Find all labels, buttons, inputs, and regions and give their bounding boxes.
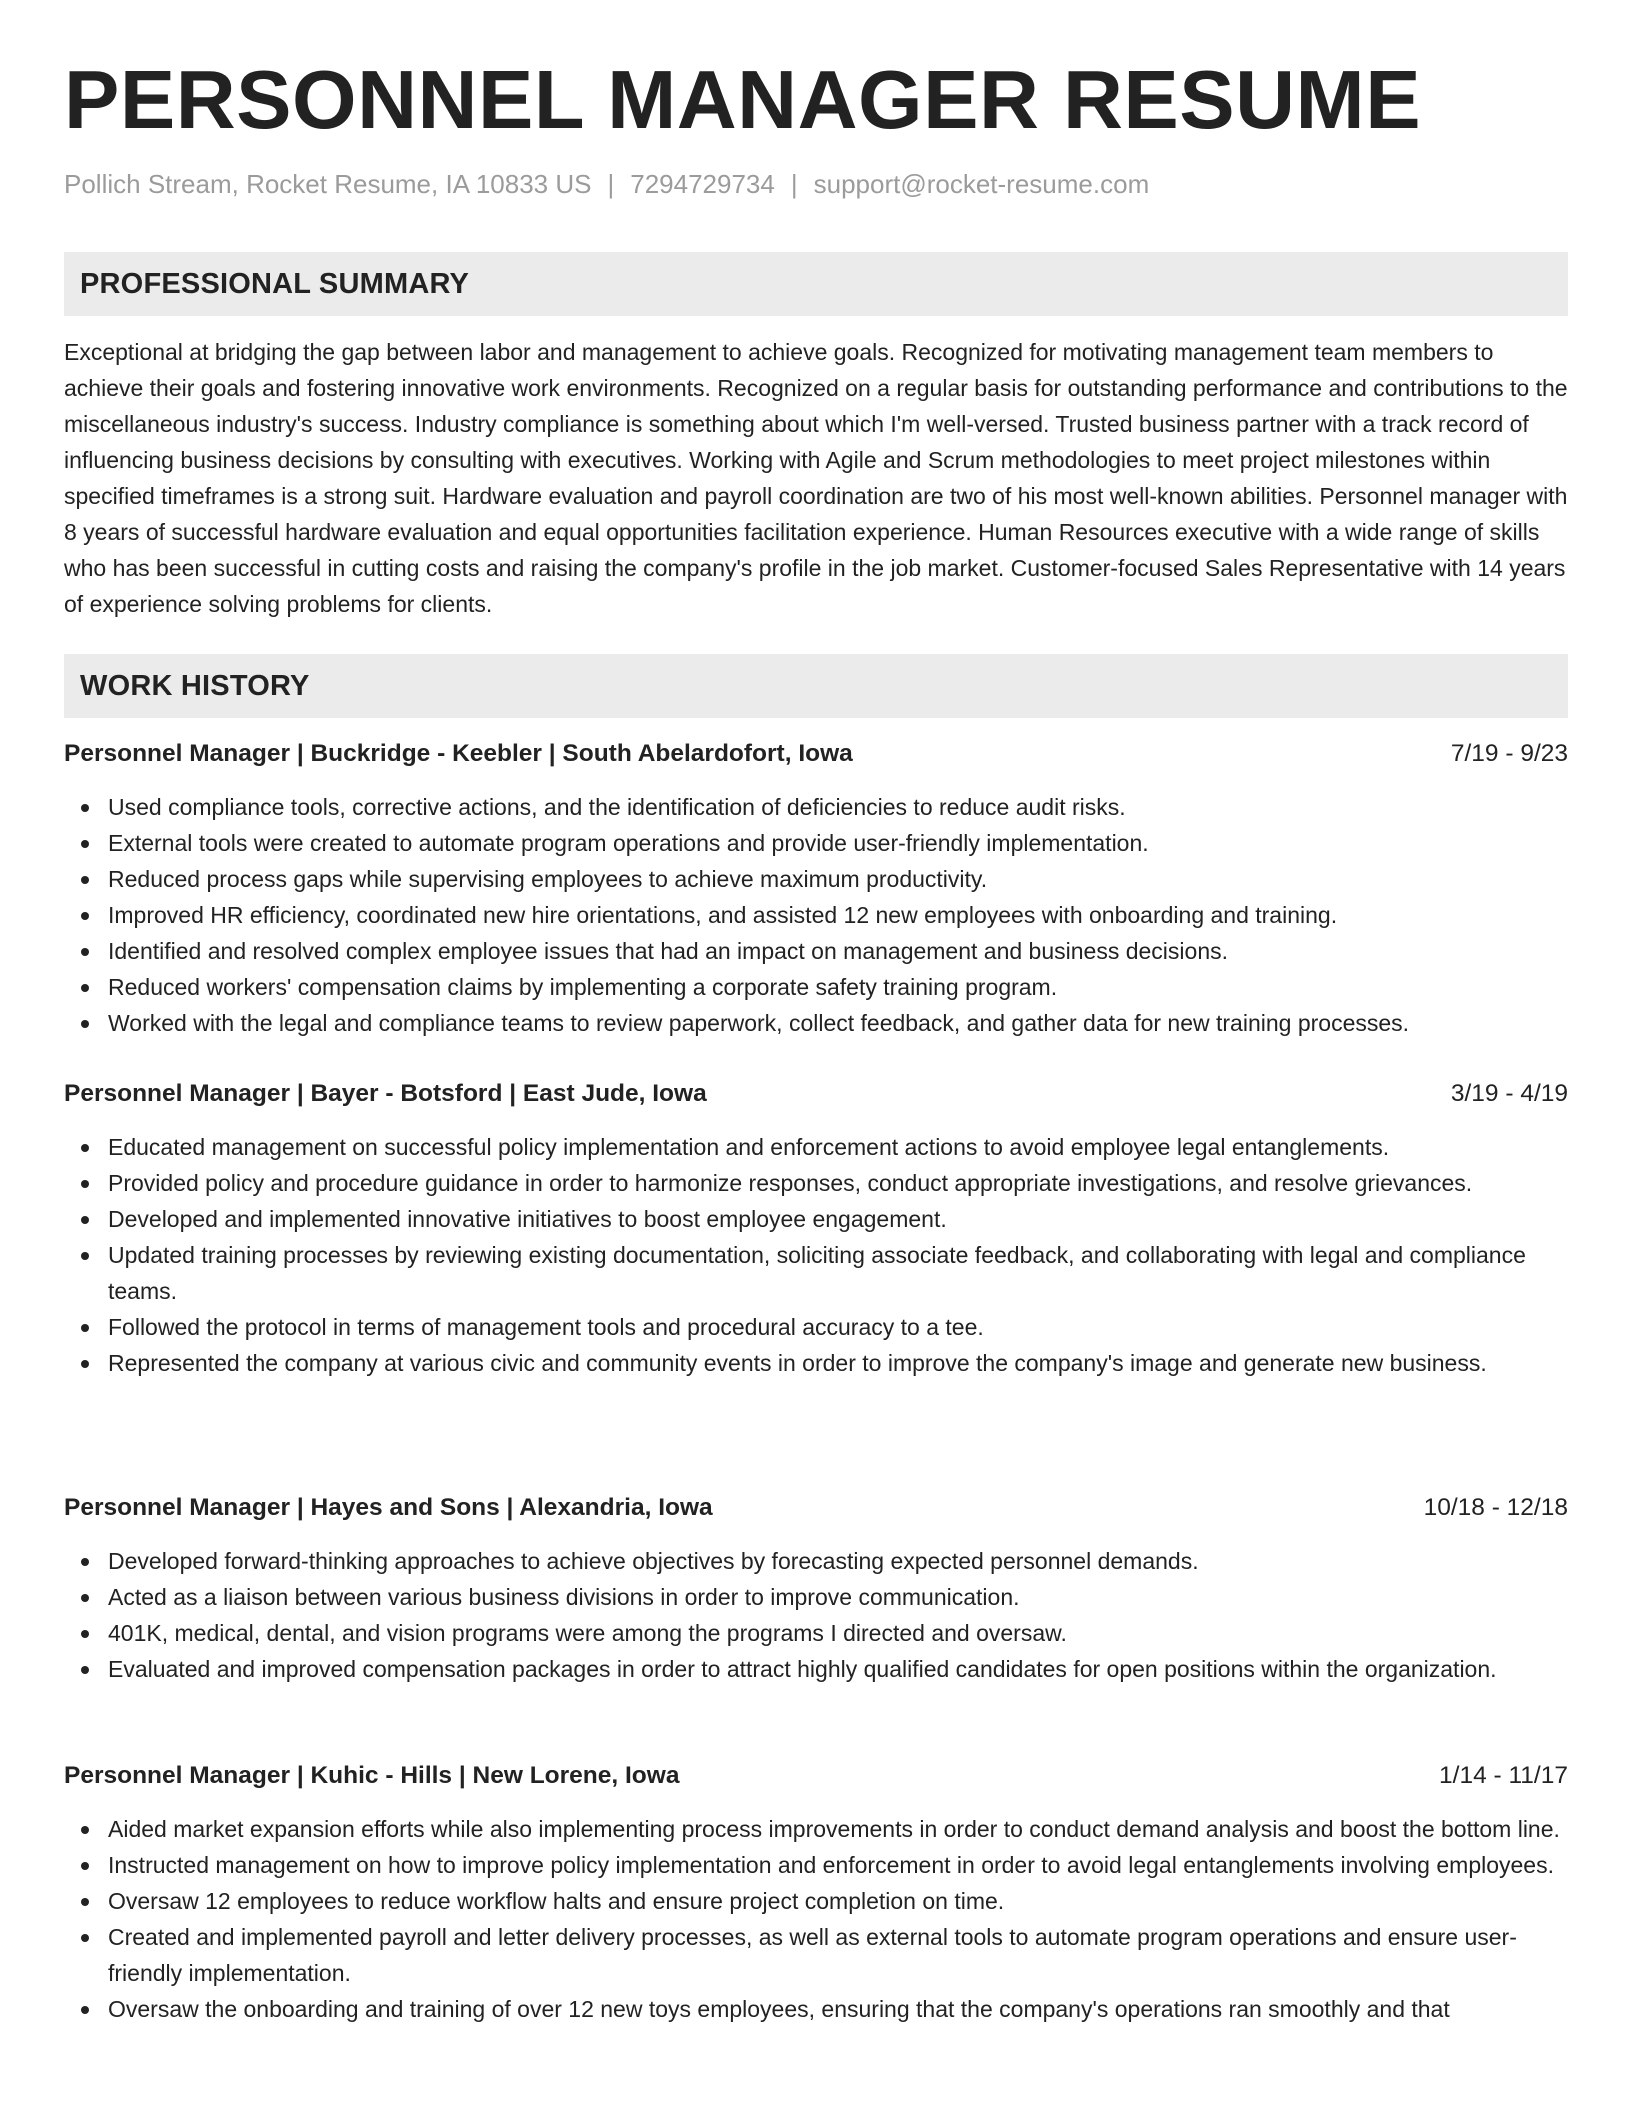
bullet-icon (81, 840, 89, 848)
job-title: Personnel Manager | Buckridge - Keebler | South Abelardofort, Iowa (64, 740, 853, 767)
job-bullet (64, 1579, 1568, 1615)
job-bullet (64, 933, 1568, 969)
job-title: Personnel Manager | Bayer - Botsford | East Jude, Iowa (64, 1080, 707, 1107)
job-entry (64, 736, 1568, 1041)
job-bullet (64, 789, 1568, 825)
job-bullet-list (64, 1543, 1568, 1687)
job-dates: 1/14 - 11/17 (1439, 1762, 1568, 1789)
contact-separator: | (790, 169, 798, 199)
job-bullet-list (64, 789, 1568, 1041)
bullet-icon (81, 1666, 89, 1674)
job-entry (64, 1490, 1568, 1687)
job-dates: 10/18 - 12/18 (1423, 1494, 1568, 1521)
job-bullet-text: Created and implemented payroll and letter delivery processes, as well as external tools to automate program operations and ensure user-friendly implementation. (108, 1924, 1517, 1986)
job-bullet (64, 1165, 1568, 1201)
address-text: Pollich Stream, Rocket Resume, IA 10833 US (64, 169, 592, 199)
bullet-icon (81, 1360, 89, 1368)
job-bullet (64, 1991, 1568, 2027)
job-bullet-text: Updated training processes by reviewing existing documentation, soliciting associate feedback, and collaborating with legal and compliance teams. (108, 1242, 1526, 1304)
job-bullet (64, 1919, 1568, 1991)
job-bullet (64, 1847, 1568, 1883)
job-bullet (64, 1345, 1568, 1381)
job-bullet (64, 1201, 1568, 1237)
job-header (64, 1076, 1568, 1112)
job-header (64, 736, 1568, 772)
job-bullet (64, 1883, 1568, 1919)
job-bullet-text: External tools were created to automate program operations and provide user-friendly implementation. (108, 830, 1149, 856)
job-bullet-text: Reduced process gaps while supervising employees to achieve maximum productivity. (108, 866, 988, 892)
job-bullet (64, 1005, 1568, 1041)
job-bullet-text: Developed forward-thinking approaches to achieve objectives by forecasting expected personnel demands. (108, 1548, 1199, 1574)
job-bullet-text: Followed the protocol in terms of management tools and procedural accuracy to a tee. (108, 1314, 984, 1340)
bullet-icon (81, 876, 89, 884)
job-dates: 7/19 - 9/23 (1450, 740, 1568, 767)
job-bullet (64, 1811, 1568, 1847)
job-bullet (64, 1237, 1568, 1309)
job-bullet-list (64, 1129, 1568, 1381)
job-bullet-text: Acted as a liaison between various business divisions in order to improve communication. (108, 1584, 1020, 1610)
job-title: Personnel Manager | Hayes and Sons | Alexandria, Iowa (64, 1494, 713, 1521)
bullet-icon (81, 804, 89, 812)
job-header (64, 1490, 1568, 1526)
summary-text: Exceptional at bridging the gap between labor and management to achieve goals. Recognized for motivating management team members to achieve their goals and fostering innovative work environments. Recognized on a regular basis for outstanding performance and contributions to the miscellaneous industry's success. Industry compliance is something about which I'm well-versed. Trusted business partner with a track record of influencing business decisions by consulting with executives. Working with Agile and Scrum methodologies to meet project milestones within specified timeframes is a strong suit. Hardware evaluation and payroll coordination are two of his most well-known abilities. Personnel manager with 8 years of successful hardware evaluation and equal opportunities facilitation experience. Human Resources executive with a wide range of skills who has been successful in cutting costs and raising the company's profile in the job market. Customer-focused Sales Representative with 14 years of experience solving problems for clients. (64, 339, 1568, 617)
contact-separator: | (607, 169, 615, 199)
bullet-icon (81, 1020, 89, 1028)
job-bullet-text: Worked with the legal and compliance teams to review paperwork, collect feedback, and gather data for new training processes. (108, 1010, 1410, 1036)
job-dates: 3/19 - 4/19 (1450, 1080, 1568, 1107)
bullet-icon (81, 1826, 89, 1834)
job-bullet-text: Instructed management on how to improve policy implementation and enforcement in order to avoid legal entanglements involving employees. (108, 1852, 1554, 1878)
job-bullet (64, 1309, 1568, 1345)
bullet-icon (81, 912, 89, 920)
bullet-icon (81, 1216, 89, 1224)
phone-text: 7294729734 (630, 169, 775, 199)
job-entry (64, 1758, 1568, 2027)
job-bullet-text: Represented the company at various civic and community events in order to improve the company's image and generate new business. (108, 1350, 1487, 1376)
bullet-icon (81, 1144, 89, 1152)
bullet-icon (81, 1252, 89, 1260)
summary-section-header (64, 252, 1568, 316)
job-bullet-list (64, 1811, 1568, 2027)
job-bullet-text: Evaluated and improved compensation packages in order to attract highly qualified candidates for open positions within the organization. (108, 1656, 1497, 1682)
job-bullet-text: Developed and implemented innovative initiatives to boost employee engagement. (108, 1206, 947, 1232)
job-bullet-text: Identified and resolved complex employee issues that had an impact on management and business decisions. (108, 938, 1229, 964)
work-history-heading: WORK HISTORY (80, 670, 310, 702)
bullet-icon (81, 1558, 89, 1566)
bullet-icon (81, 1324, 89, 1332)
job-bullet (64, 1543, 1568, 1579)
job-bullet-text: Improved HR efficiency, coordinated new hire orientations, and assisted 12 new employees with onboarding and training. (108, 902, 1338, 928)
work-history-section-header (64, 654, 1568, 718)
contact-line (64, 168, 1149, 200)
summary-heading: PROFESSIONAL SUMMARY (80, 268, 470, 300)
job-entry (64, 1076, 1568, 1381)
job-bullet-text: Aided market expansion efforts while also implementing process improvements in order to conduct demand analysis and boost the bottom line. (108, 1816, 1560, 1842)
bullet-icon (81, 2006, 89, 2014)
bullet-icon (81, 1898, 89, 1906)
bullet-icon (81, 1630, 89, 1638)
job-bullet-text: Oversaw 12 employees to reduce workflow halts and ensure project completion on time. (108, 1888, 1005, 1914)
email-link[interactable]: support@rocket-resume.com (813, 169, 1150, 199)
job-bullet-text: Oversaw the onboarding and training of over 12 new toys employees, ensuring that the company's operations ran smoothly and that (108, 1996, 1450, 2022)
bullet-icon (81, 1934, 89, 1942)
job-bullet-text: 401K, medical, dental, and vision programs were among the programs I directed and oversaw. (108, 1620, 1067, 1646)
job-header (64, 1758, 1568, 1794)
job-bullet-text: Used compliance tools, corrective actions, and the identification of deficiencies to reduce audit risks. (108, 794, 1126, 820)
job-bullet (64, 861, 1568, 897)
job-bullet (64, 825, 1568, 861)
job-title: Personnel Manager | Kuhic - Hills | New Lorene, Iowa (64, 1762, 680, 1789)
job-bullet (64, 1615, 1568, 1651)
job-bullet-text: Educated management on successful policy implementation and enforcement actions to avoid employee legal entanglements. (108, 1134, 1390, 1160)
bullet-icon (81, 1594, 89, 1602)
job-bullet-text: Provided policy and procedure guidance in order to harmonize responses, conduct appropriate investigations, and resolve grievances. (108, 1170, 1473, 1196)
bullet-icon (81, 1180, 89, 1188)
job-bullet (64, 897, 1568, 933)
bullet-icon (81, 984, 89, 992)
job-bullet (64, 1651, 1568, 1687)
job-bullet (64, 1129, 1568, 1165)
bullet-icon (81, 948, 89, 956)
resume-title: PERSONNEL MANAGER RESUME (64, 53, 1422, 146)
job-bullet-text: Reduced workers' compensation claims by implementing a corporate safety training program. (108, 974, 1058, 1000)
bullet-icon (81, 1862, 89, 1870)
job-bullet (64, 969, 1568, 1005)
